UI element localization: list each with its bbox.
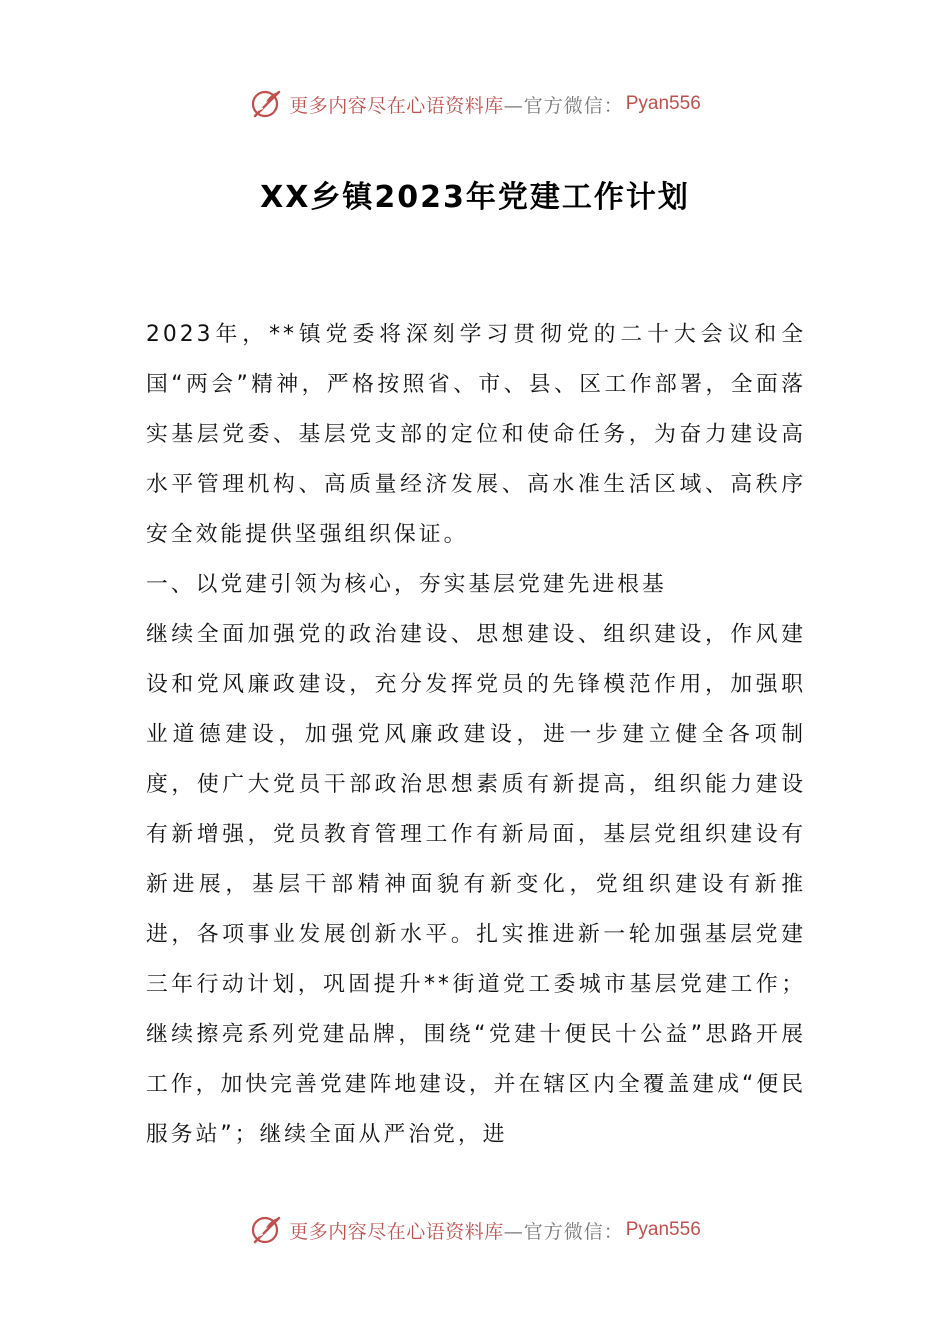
banner-suffix-text: —官方微信： (503, 94, 624, 117)
section-paragraph: 继续全面加强党的政治建设、思想建设、组织建设，作风建设和党风廉政建设，充分发挥党员的先锋模范作用，加强职业道德建设，加强党风廉政建设，进一步建立健全各项制度，使广大党员干部政治思想素质有新提高，组织能力建设有新增强，党员教育管理工作有新局面，基层党组织建设有新进展，基层干部精神面貌有新变化，党组织建设有新推进，各项事业发展创新水平。扎实推进新一轮加强基层党建三年行动计划，巩固提升**街道党工委城市基层党建工作；继续擦亮系列党建品牌，围绕“党建十便民十公益”思路开展工作，加快完善党建阵地建设，并在辖区内全覆盖建成“便民服务站”；继续全面从严治党，进 (146, 622, 806, 1147)
banner-prefix-text: 更多内容尽在心语资料库 (289, 94, 504, 117)
intro-paragraph: 2023年，**镇党委将深刻学习贯彻党的二十大会议和全国“两会”精神，严格按照省、市、县、区工作部署，全面落实基层党委、基层党支部的定位和使命任务，为奋力建设高水平管理机构、高质量经济发展、高水准生活区域、高秩序安全效能提供坚强组织保证。 (146, 322, 806, 547)
document-title: XX乡镇2023年党建工作计划 (260, 180, 690, 215)
banner-wechat-id: Pyan556 (625, 93, 701, 114)
banner-prefix-text: 更多内容尽在心语资料库 (289, 1220, 504, 1243)
section-heading: 一、以党建引领为核心，夯实基层党建先进根基 (146, 572, 667, 597)
banner-suffix-text: —官方微信： (503, 1220, 624, 1243)
header-watermark-banner (0, 84, 950, 124)
quill-logo-icon (249, 86, 285, 122)
footer-watermark-banner (0, 1210, 950, 1250)
document-body (146, 310, 806, 1160)
quill-logo-icon (249, 1212, 285, 1248)
banner-wechat-id: Pyan556 (625, 1219, 701, 1240)
